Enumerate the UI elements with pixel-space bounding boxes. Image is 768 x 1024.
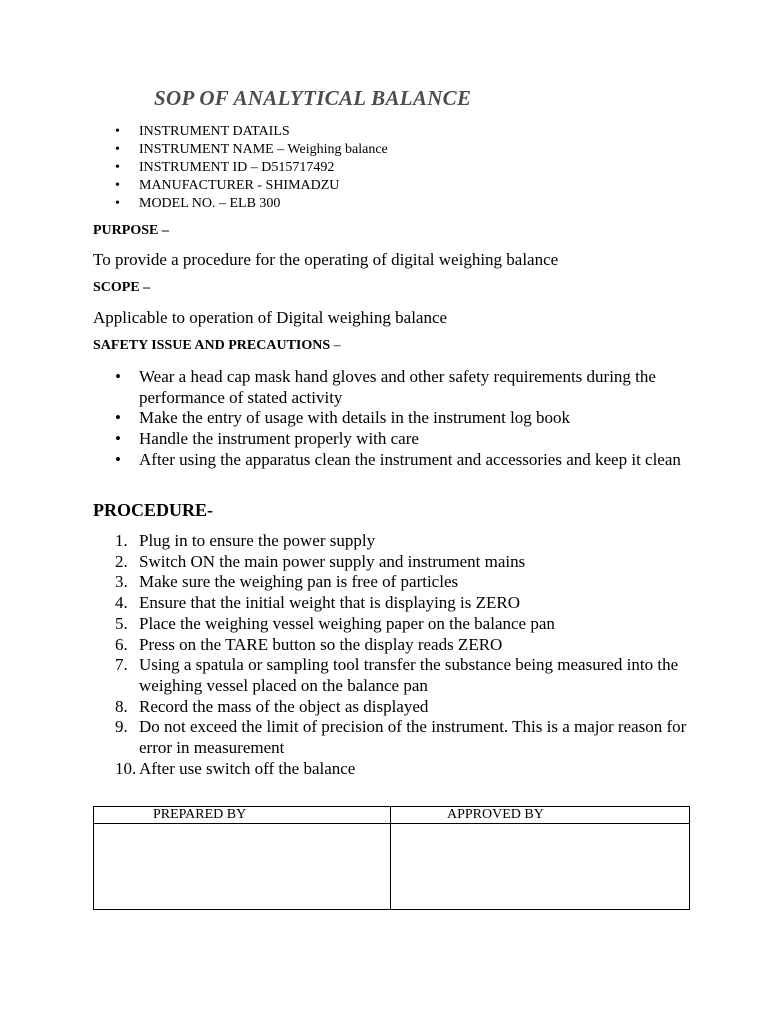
procedure-step (93, 655, 693, 696)
procedure-step (93, 614, 693, 635)
safety-heading: SAFETY ISSUE AND PRECAUTIONS – (93, 338, 341, 353)
procedure-step (93, 717, 693, 758)
procedure-step (93, 635, 693, 656)
step-text: Do not exceed the limit of precision of the instrument. This is a major reason for error in measurement (139, 717, 687, 758)
step-number: 1. (115, 531, 128, 550)
document-title: SOP OF ANALYTICAL BALANCE (154, 86, 472, 110)
step-number: 7. (115, 655, 128, 675)
list-item: • INSTRUMENT ID – D515717492 (93, 159, 388, 177)
list-item: • Handle the instrument properly with care (93, 429, 693, 450)
list-item: • INSTRUMENT NAME – Weighing balance (93, 141, 388, 159)
signoff-table (93, 806, 690, 910)
step-text: Using a spatula or sampling tool transfer the substance being measured into the weighing vessel placed on the balance pan (139, 655, 679, 695)
step-number: 10. (115, 758, 137, 778)
step-text: Plug in to ensure the power supply (139, 531, 376, 550)
step-text: After use switch off the balance (139, 758, 356, 778)
procedure-step (93, 531, 693, 552)
step-text: Press on the TARE button so the display reads ZERO (139, 634, 503, 654)
procedure-step (93, 697, 693, 718)
list-item: • Make the entry of usage with details in the instrument log book (93, 408, 693, 429)
approved-by-header: APPROVED BY (391, 807, 690, 824)
safety-list (93, 367, 693, 471)
scope-text: Applicable to operation of Digital weighing balance (93, 308, 448, 327)
list-item: • MODEL NO. – ELB 300 (93, 195, 388, 213)
prepared-by-header: PREPARED BY (94, 807, 391, 824)
instrument-details-list (93, 123, 388, 213)
approved-by-signature-cell[interactable] (391, 824, 690, 910)
step-number: 5. (115, 613, 128, 633)
procedure-steps (93, 531, 693, 779)
procedure-heading: PROCEDURE- (93, 500, 213, 520)
procedure-step (93, 593, 693, 614)
scope-heading: SCOPE – (93, 280, 151, 295)
step-number: 3. (115, 572, 128, 592)
step-number: 2. (115, 551, 128, 571)
purpose-heading: PURPOSE – (93, 223, 169, 238)
step-text: Switch ON the main power supply and instrument mains (139, 551, 526, 571)
list-item: • Wear a head cap mask hand gloves and other safety requirements during the performance of stated activity (93, 367, 693, 408)
step-text: Ensure that the initial weight that is displaying is ZERO (139, 593, 521, 613)
step-number: 9. (115, 717, 128, 737)
step-text: Place the weighing vessel weighing paper on the balance pan (139, 613, 555, 633)
list-item: • MANUFACTURER - SHIMADZU (93, 177, 388, 195)
step-number: 4. (115, 593, 128, 613)
step-number: 6. (115, 634, 128, 654)
procedure-step (93, 759, 693, 780)
list-item: • After using the apparatus clean the instrument and accessories and keep it clean (93, 450, 693, 471)
procedure-step (93, 572, 693, 593)
procedure-step (93, 552, 693, 573)
purpose-text: To provide a procedure for the operating of digital weighing balance (93, 250, 559, 269)
step-text: Record the mass of the object as displayed (139, 696, 429, 716)
prepared-by-signature-cell[interactable] (94, 824, 391, 910)
step-number: 8. (115, 696, 128, 716)
list-item: • INSTRUMENT DATAILS (93, 123, 388, 141)
step-text: Make sure the weighing pan is free of particles (139, 572, 459, 592)
